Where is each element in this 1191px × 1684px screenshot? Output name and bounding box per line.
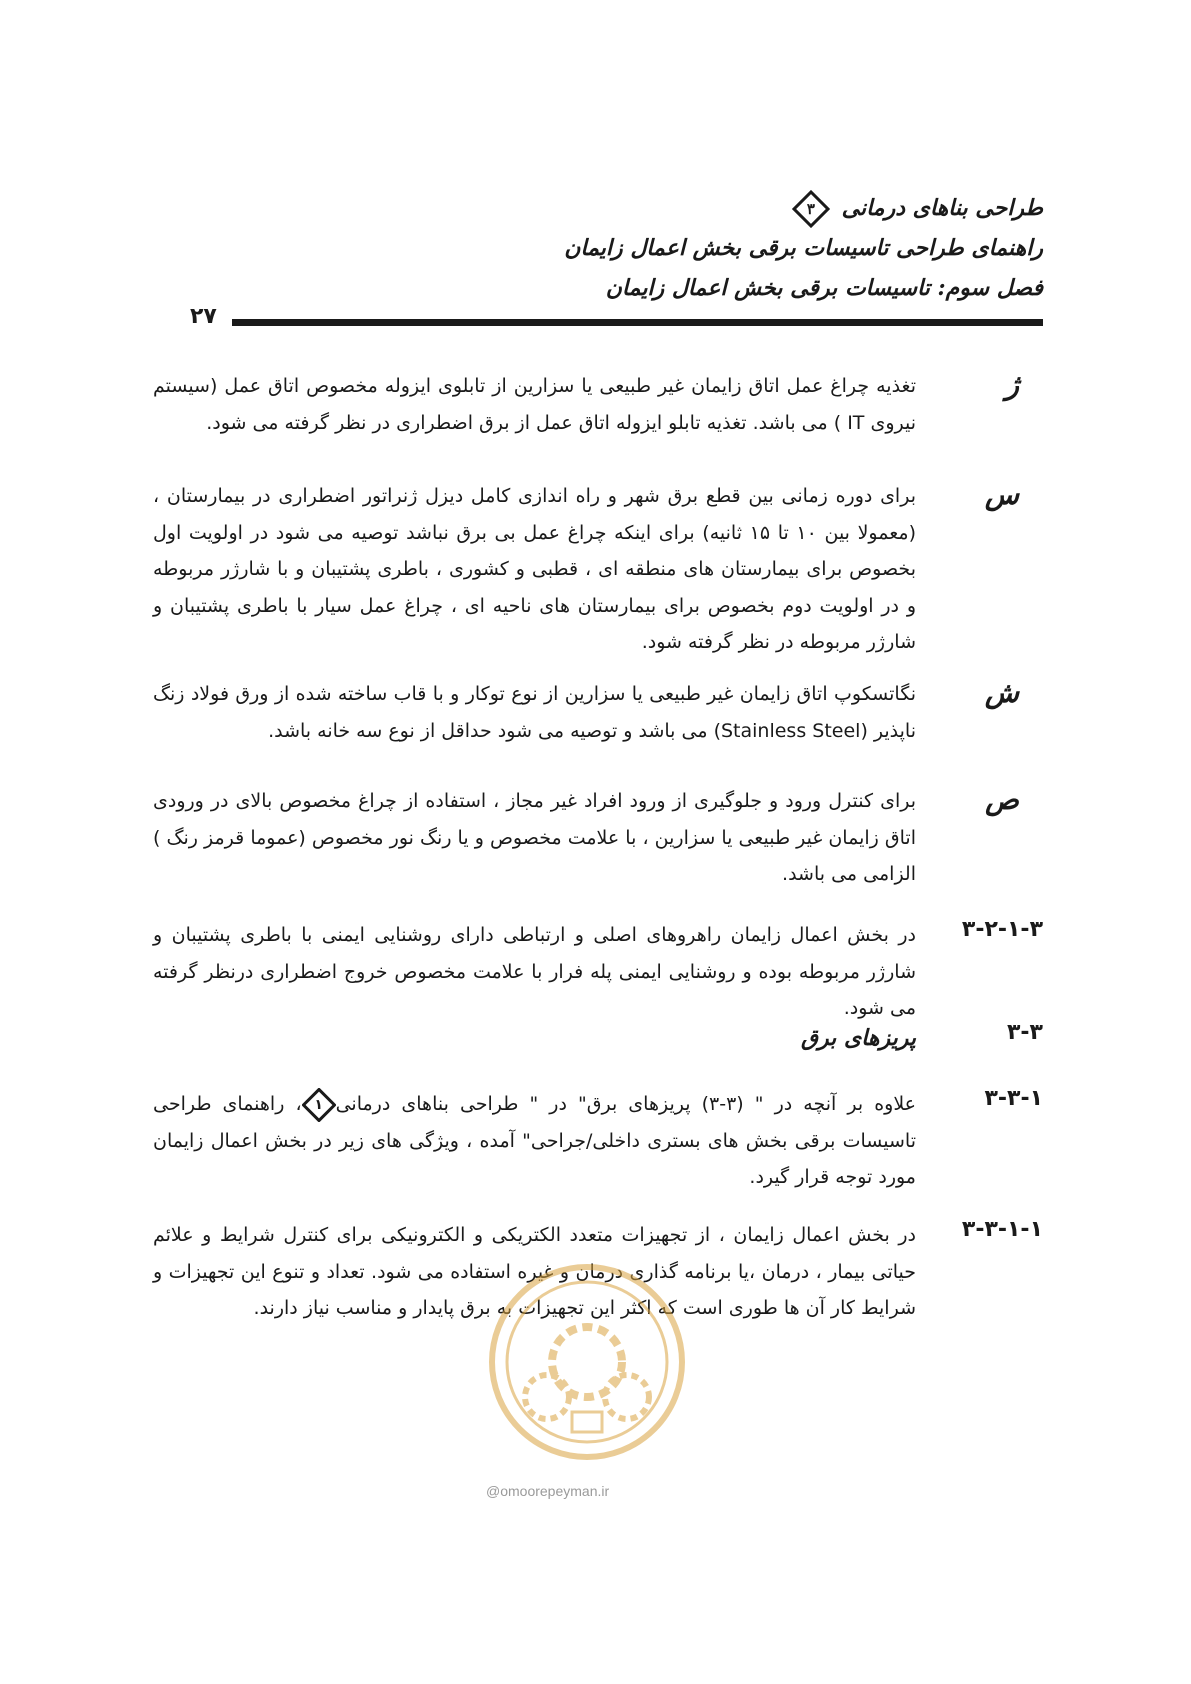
document-header [343,188,1043,308]
item-marker: ص [985,783,1019,816]
numbered-paragraph [153,1086,1043,1196]
item-marker: ش [984,676,1019,709]
header-chapter-title: فصل سوم: تاسیسات برقی بخش اعمال زایمان [605,275,1043,301]
header-rule-row [190,304,1043,332]
item-text: نگاتسکوپ اتاق زایمان غیر طبیعی یا سزارین از نوع توکار و با قاب ساخته شده از ورق فولاد زنگ ناپذیر (Stainless Steel) می باشد و توصیه می شود حداقل از نوع سه خانه باشد. [153,683,916,742]
page-number: ۲۷ [190,304,217,329]
list-item [153,368,1043,441]
volume-badge-inline [302,1088,336,1122]
paragraph-text: در بخش اعمال زایمان راهروهای اصلی و ارتباطی دارای روشنایی ایمنی با باطری پشتیبان و شارژر مربوطه بوده و روشنایی ایمنی پله فرار با علامت مخصوص خروج اضطراری درنظر گرفته می شود. [153,924,916,1019]
item-text: برای دوره زمانی بین قطع برق شهر و راه اندازی کامل دیزل ژنراتور اضطراری در بیمارستان ، (معمولا بین ۱۰ تا ۱۵ ثانیه) برای اینکه چراغ عمل بی برق نباشد توصیه می شود در اولویت اول بخصوص برای بیمارستان های منطقه ای ، قطبی و کشوری ، باطری پشتیبان و با شارژر مربوطه و در اولویت دوم بخصوص برای بیمارستان های ناحیه ای ، چراغ عمل سیار با باطری پشتیبان و شارژر مربوطه در نظر گرفته شود. [153,485,916,653]
item-text: برای کنترل ورود و جلوگیری از ورود افراد غیر مجاز ، استفاده از چراغ مخصوص بالای در ورودی اتاق زایمان غیر طبیعی یا سزارین ، با علامت مخصوص و یا رنگ نور مخصوص (عموما قرمز رنگ ) الزامی می باشد. [153,790,916,885]
section-heading [153,1020,1043,1056]
list-item [153,676,1043,749]
paragraph-number: ۳-۲-۱-۳ [961,917,1043,942]
section-number: ۳-۳ [1007,1020,1043,1045]
volume-badge [792,190,830,228]
item-marker: س [984,478,1019,511]
section-title: پریزهای برق [800,1025,916,1051]
list-item [153,478,1043,661]
numbered-paragraph [153,917,1043,1027]
paragraph-number: ۳-۳-۱-۱ [961,1217,1043,1242]
volume-badge-number: ۳ [806,200,815,218]
header-book-title [343,188,1043,228]
volume-badge-number: ۱ [314,1096,323,1113]
header-rule [232,319,1043,326]
paragraph-text [153,1086,916,1196]
numbered-paragraph [153,1217,1043,1327]
list-item [153,783,1043,893]
paragraph-text: در بخش اعمال زایمان ، از تجهیزات متعدد الکتریکی و الکترونیکی برای کنترل شرایط و علائم حیاتی بیمار ، درمان ،یا برنامه گذاری درمان و غیره استفاده می شود. تعداد و تنوع این تجهیزات و شرایط کار آن ها طوری است که اکثر این تجهیزات به برق پایدار و مناسب نیاز دارند. [153,1224,916,1319]
item-marker: ژ [1005,368,1019,401]
paragraph-text-start: علاوه بر آنچه در " (۳-۳) پریزهای برق" در " طراحی بناهای درمانی [335,1093,916,1115]
header-book-title-text: طراحی بناهای درمانی [841,195,1043,221]
header-guide-title: راهنمای طراحی تاسیسات برقی بخش اعمال زایمان [564,235,1043,261]
item-text: تغذیه چراغ عمل اتاق زایمان غیر طبیعی یا سزارین از تابلوی ایزوله مخصوص اتاق عمل (سیستم نیروی IT ) می باشد. تغذیه تابلو ایزوله اتاق عمل از برق اضطراری در نظر گرفته می شود. [153,375,916,434]
watermark-url: @omoorepeyman.ir [486,1483,610,1499]
paragraph-text-end: ، راهنمای طراحی تاسیسات برقی بخش های بستری داخلی/جراحی" آمده ، ویژگی های زیر در بخش اعمال زایمان مورد توجه قرار گیرد. [153,1093,916,1188]
paragraph-number: ۳-۳-۱ [984,1086,1043,1111]
